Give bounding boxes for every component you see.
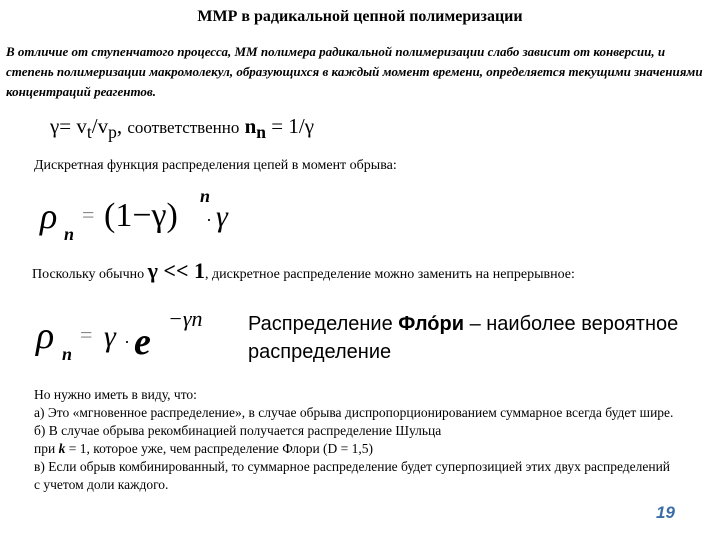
notes-line	[34, 440, 674, 458]
gamma-formula	[50, 114, 314, 143]
eq1-paren: (1−γ)	[104, 197, 178, 234]
limit-condition: γ << 1	[147, 258, 205, 283]
eq2-e: e	[134, 321, 151, 363]
gamma-sub-t: t	[86, 122, 92, 143]
eq1-sub: n	[64, 224, 75, 244]
limit-suffix: , дискретное распределение можно заменить на непрерывное:	[205, 267, 575, 282]
gamma-mid-word: соответственно	[127, 118, 240, 137]
eq2-exp: −γn	[168, 306, 203, 331]
discrete-distribution-equation	[38, 188, 248, 248]
flory-distribution-title	[248, 310, 688, 366]
page-number: 19	[656, 503, 675, 522]
eq1-dot: ·	[206, 210, 212, 230]
eq1-rho: ρ	[40, 196, 58, 236]
eq1-gamma: γ	[216, 200, 228, 233]
gamma-sub-p: p	[108, 122, 117, 143]
notes-line4-a: при	[34, 441, 56, 456]
eq2-rho: ρ	[36, 315, 55, 357]
eq1-exp: n	[200, 188, 211, 206]
gamma-n: n	[244, 114, 257, 138]
flory-distribution-equation	[34, 304, 234, 370]
gamma-rhs: = 1/γ	[271, 114, 314, 138]
gamma-sub-n: n	[256, 122, 267, 143]
page-title: ММР в радикальной цепной полимеризации	[197, 8, 523, 25]
notes-line4-b: = 1, которое уже, чем распределение Флори (D = 1,5)	[68, 441, 374, 456]
eq1-equals: =	[82, 202, 95, 227]
gamma-comma: ,	[116, 114, 123, 138]
limit-line	[32, 258, 575, 284]
eq2-gamma: γ	[104, 320, 116, 353]
eq2-sub: n	[62, 344, 73, 364]
notes-line: б) В случае обрыва рекомбинацией получается распределение Шульца	[34, 423, 442, 438]
eq2-equals: =	[80, 322, 93, 347]
eq2-dot: ·	[124, 332, 130, 352]
notes-line: в) Если обрыв комбинированный, то суммарное распределение будет суперпозицией этих двух распределений с учетом доли каждого.	[34, 459, 671, 492]
flory-prefix: Распределение	[248, 313, 393, 335]
intro-paragraph: В отличие от ступенчатого процесса, ММ полимера радикальной полимеризации слабо зависит от конверсии, и степень полимеризации макромолекул, образующихся в каждый момент времени, определяется текущими значениями концентраций реагентов.	[6, 44, 703, 99]
limit-prefix: Поскольку обычно	[32, 267, 145, 282]
notes-k: k	[58, 441, 66, 456]
notes-line: Но нужно иметь в виду, что:	[34, 387, 197, 402]
flory-suffix: – наиболее вероятное распределение	[248, 313, 679, 363]
flory-name: Фло́ри	[398, 313, 465, 335]
notes-block	[34, 386, 674, 494]
discrete-caption: Дискретная функция распределения цепей в момент обрыва:	[34, 158, 397, 173]
gamma-slash: /v	[91, 114, 109, 138]
gamma-lhs: γ= v	[50, 114, 87, 138]
notes-line: а) Это «мгновенное распределение», в случае обрыва диспропорционированием суммарное всегда будет шире.	[34, 405, 674, 420]
